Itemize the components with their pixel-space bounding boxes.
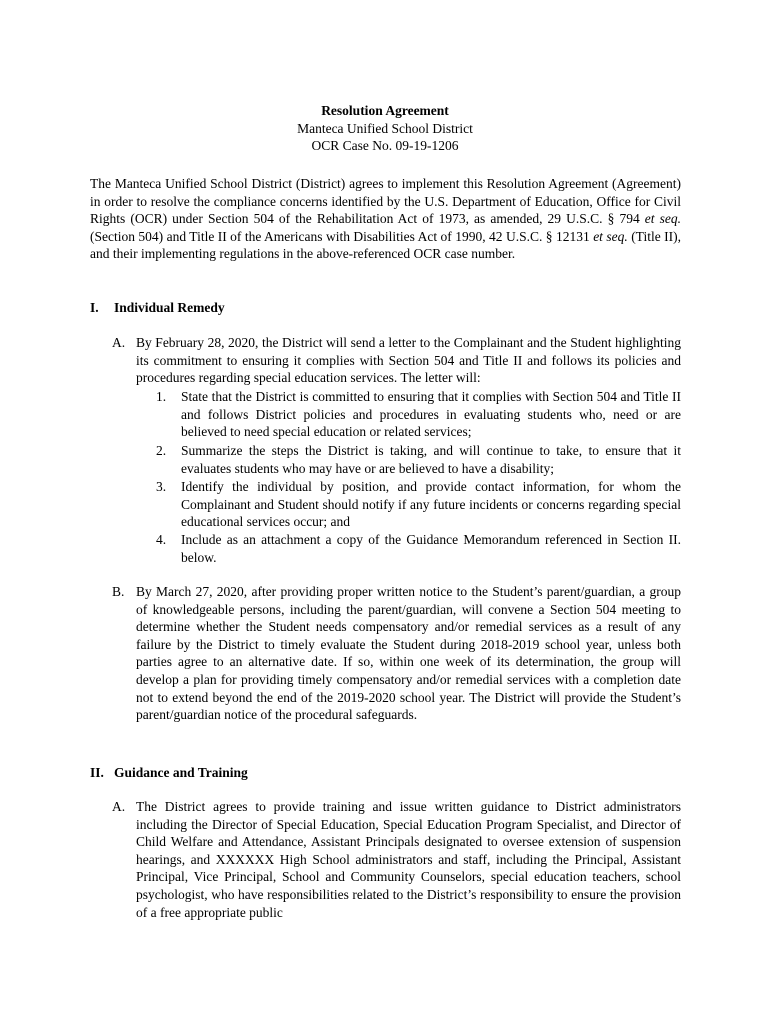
subitem (156, 531, 681, 566)
section2-item-a (112, 798, 681, 921)
section-number: I. (90, 300, 99, 315)
section-number: II. (90, 765, 104, 780)
intro-text-3: (Title II), and their implementing regulations in the above-referenced OCR case number. (90, 228, 682, 262)
item-label: A. (112, 335, 126, 350)
subitem-label: 4. (156, 532, 167, 547)
intro-italic-1: et seq. (644, 211, 681, 227)
section1-item-a (112, 334, 681, 387)
subitem-label: 1. (156, 389, 167, 404)
document-header (0, 102, 770, 155)
subitem (156, 388, 681, 441)
item-text: The District agrees to provide training and issue written guidance to District administrators including the Director of Special Education, Special Education Program Specialist, and Director of Child Welfare and Attendance, Assistant Principals designated to oversee extension of suspension hearings, and XXXXXX High School administrators and staff, including the Principal, Assistant Principal, Vice Principal, School and Community Counselors, special education teachers, school psychologist, who have responsibilities related to the District’s responsibility to ensure the provision of a free appropriate public (136, 799, 681, 920)
subitem-label: 2. (156, 443, 167, 458)
subitem (156, 442, 681, 477)
section-heading-2 (90, 764, 248, 782)
subitem-label: 3. (156, 479, 167, 494)
intro-paragraph (90, 175, 681, 263)
case-number: OCR Case No. 09-19-1206 (311, 138, 459, 154)
item-label: B. (112, 584, 125, 599)
item-text: By March 27, 2020, after providing proper written notice to the Student’s parent/guardian, a group of knowledgeable persons, including the parent/guardian, will convene a Section 504 meeting to determine whether the Student needs compensatory and/or remedial services as a result of any failure by the District to timely evaluate the Student during 2018-2019 school year, unless both parties agree to an alternative date. If so, within one week of its determination, the group will develop a plan for providing timely compensatory and/or remedial services with a completion date not to extend beyond the end of the 2019-2020 school year. The District will provide the Student’s parent/guardian notice of the procedural safeguards. (136, 584, 681, 723)
district-name: Manteca Unified School District (297, 120, 473, 136)
subitem-text: Include as an attachment a copy of the Guidance Memorandum referenced in Section II. below. (181, 532, 681, 565)
section-title: Guidance and Training (114, 765, 248, 780)
subitem-text: Identify the individual by position, and provide contact information, for whom the Complainant and Student should notify if any future incidents or concerns regarding special educational services occur; and (181, 479, 681, 530)
subitem-text: State that the District is committed to ensuring that it complies with Section 504 and Title II and follows District policies and procedures in evaluating students who, need or are believed to need special education or related services; (181, 389, 681, 440)
section-heading-1 (90, 299, 225, 317)
subitem (156, 478, 681, 531)
subitem-text: Summarize the steps the District is taking, and will continue to take, to ensure that it evaluates students who may have or are believed to have a disability; (181, 443, 681, 476)
section1-item-b (112, 583, 681, 724)
intro-italic-2: et seq. (593, 228, 628, 244)
intro-text-2: (Section 504) and Title II of the Americans with Disabilities Act of 1990, 42 U.S.C. § 12131 (90, 228, 594, 244)
item-text: By February 28, 2020, the District will send a letter to the Complainant and the Student highlighting its commitment to ensuring it complies with Section 504 and Title II and follows its policies and procedures regarding special education services. The letter will: (136, 335, 681, 386)
intro-text-1: The Manteca Unified School District (District) agrees to implement this Resolution Agreement (Agreement) in order to resolve the compliance concerns identified by the U.S. Department of Education, Office for Civil Rights (OCR) under Section 504 of the Rehabilitation Act of 1973, as amended, 29 U.S.C. § 794 (90, 176, 681, 227)
document-title: Resolution Agreement (321, 103, 449, 118)
item-label: A. (112, 799, 126, 814)
section-title: Individual Remedy (114, 300, 225, 315)
